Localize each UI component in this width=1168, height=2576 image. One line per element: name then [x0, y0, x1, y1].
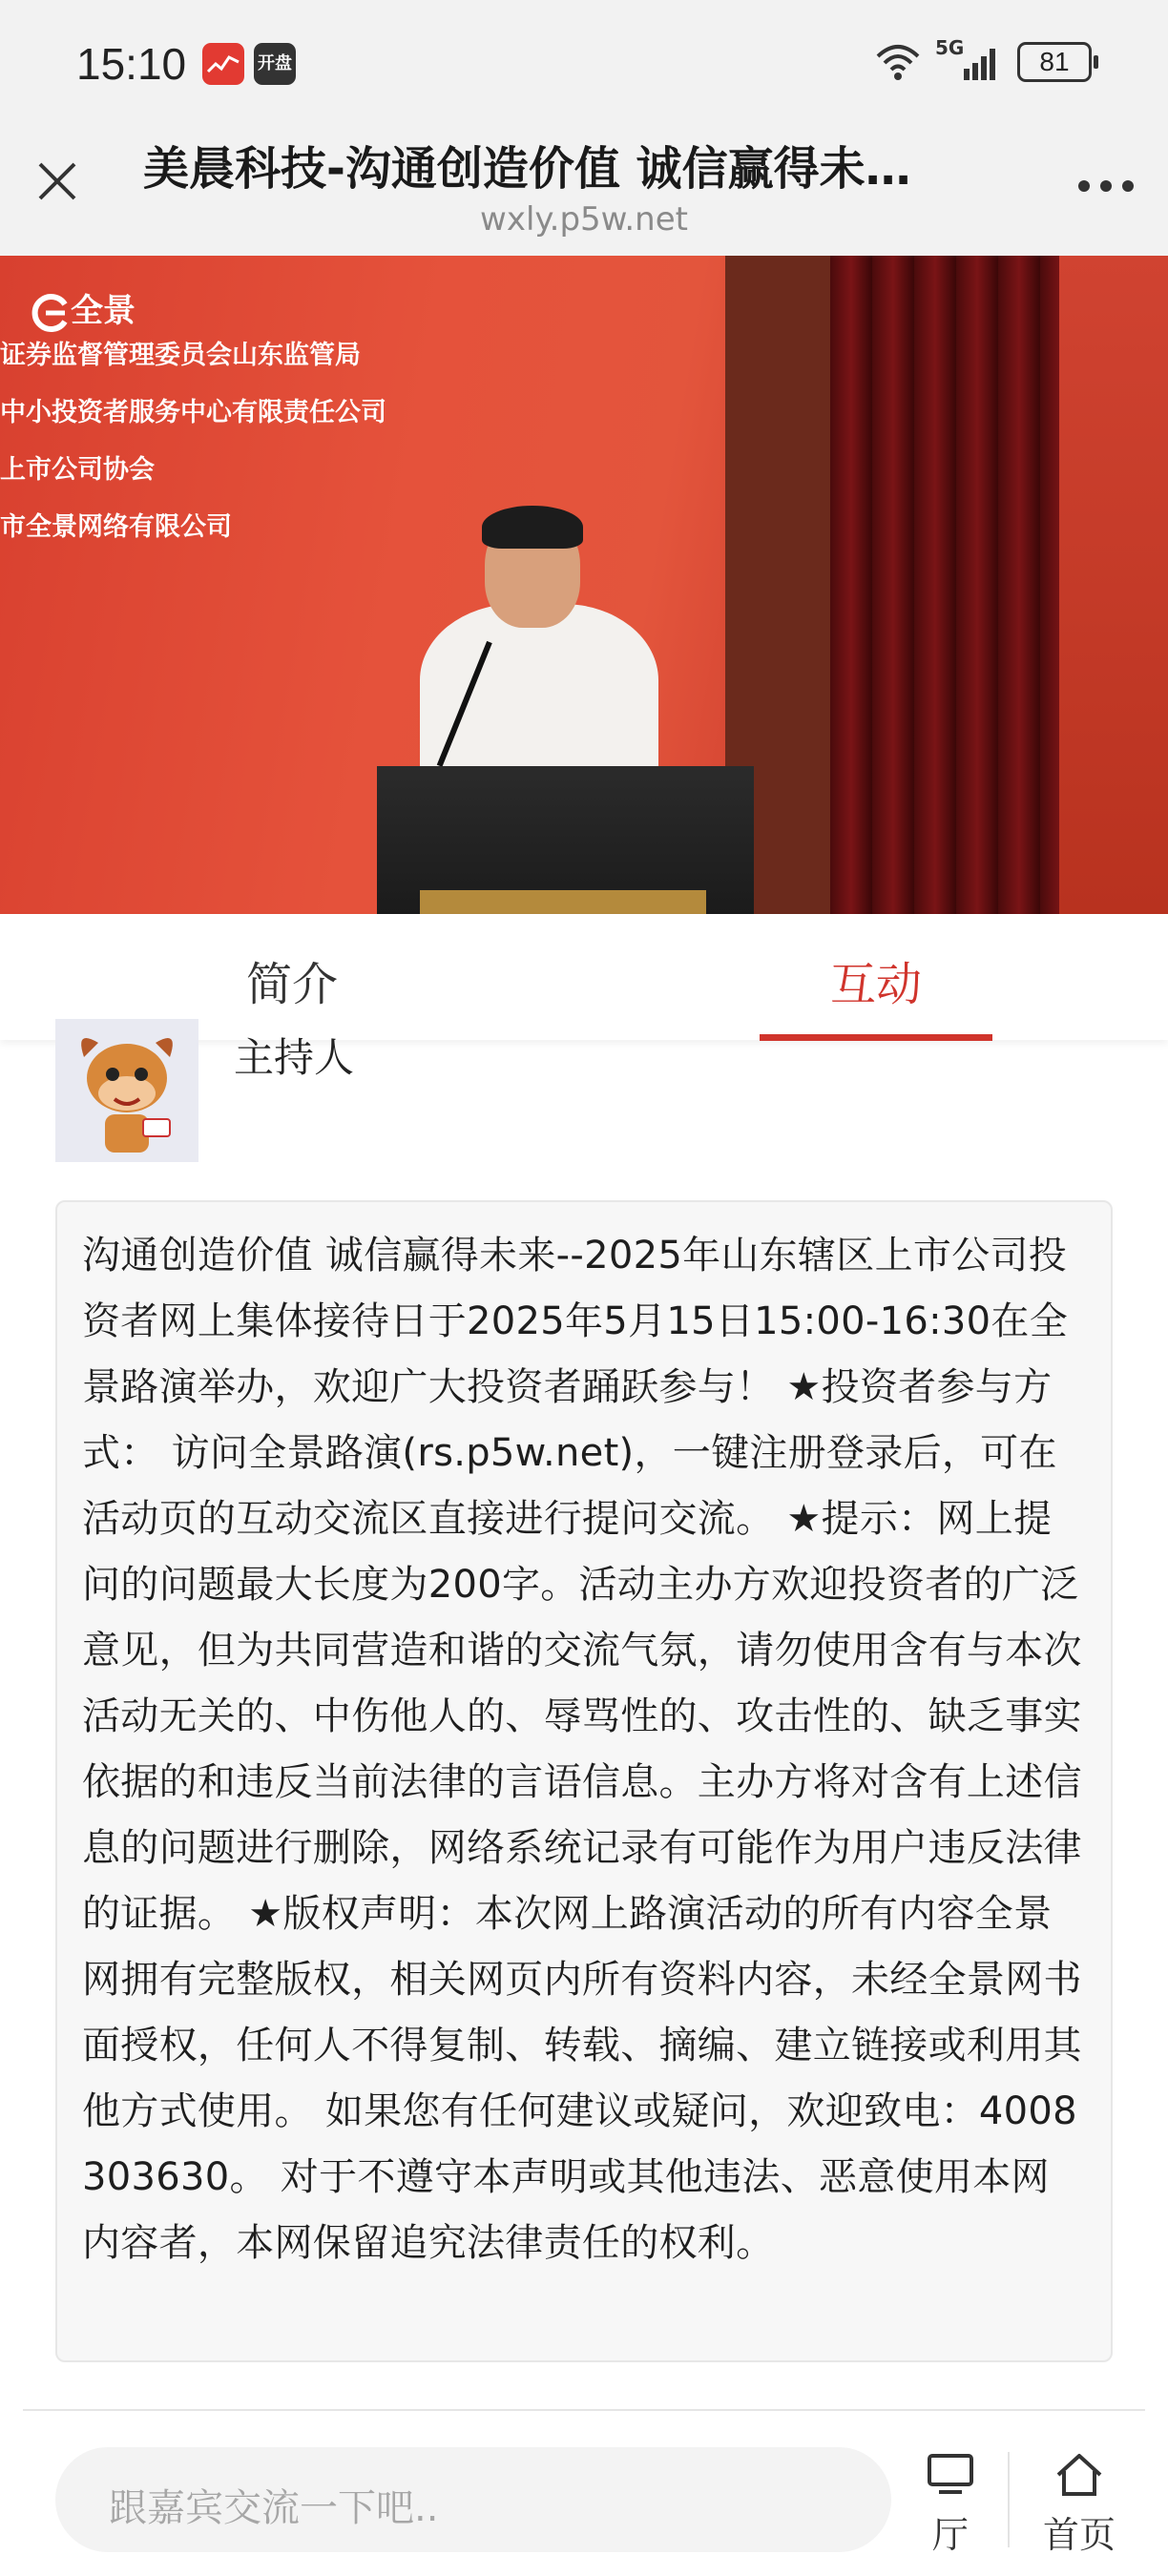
- hall-label: 厅: [931, 2514, 969, 2556]
- avatar: [55, 1019, 198, 1162]
- top-area: [0, 0, 1168, 256]
- video-org-line: 证券监督管理委员会山东监管局: [0, 341, 361, 370]
- video-player[interactable]: [0, 256, 1168, 914]
- tab-intro[interactable]: 简介: [246, 958, 339, 1011]
- mascot-avatar-icon: [55, 1019, 198, 1162]
- cellular-icon: [935, 36, 1004, 84]
- stock-app-icon: [202, 43, 244, 85]
- video-backdrop-right: [1059, 256, 1168, 914]
- chat-input-placeholder: 跟嘉宾交流一下吧..: [109, 2486, 439, 2530]
- video-logo: [27, 284, 136, 331]
- page-title: 美晨科技-沟通创造价值 诚信赢得未…: [143, 142, 911, 196]
- video-org-line: 上市公司协会: [0, 455, 155, 485]
- announcement-text: 沟通创造价值 诚信赢得未来--2025年山东辖区上市公司投资者网上集体接待日于2025年5月15日15:00-16:30在全景路演举办，欢迎广大投资者踊跃参与！ ★投资者参与方式： 访问全景路演(rs.p5w.net)，一键注册登录后，可在活动页的互动交流区直接进行提问交流。 ★提示：网上提问的问题最大长度为200字。活动主办方欢迎投资者的广泛意见，但为共同营造和谐的交流气氛，请勿使用含有与本次活动无关的、中伤他人的、辱骂性的、攻击性的、缺乏事实依据的和违反当前法律的言语信息。主办方将对含有上述信息的问题进行删除，网络系统记录有可能作为用户违反法律的证据。 ★版权声明：本次网上路演活动的所有内容全景网拥有完整版权，相关网页内所有资料内容，未经全景网书面授权，任何人不得复制、转载、摘编、建立链接或利用其他方式使用。 如果您有任何建议或疑问，欢迎致电：4008303630。 对于不遵守本声明或其他违法、恶意使用本网内容者，本网保留追究法律责任的权利。: [82, 1234, 1082, 2265]
- page-url: wxly.p5w.net: [480, 200, 688, 239]
- tab-interact[interactable]: 互动: [830, 958, 923, 1011]
- monitor-icon: [926, 2452, 975, 2498]
- divider: [23, 2409, 1145, 2411]
- battery-indicator: 81: [1017, 42, 1092, 82]
- active-tab-indicator: [760, 1034, 992, 1041]
- hall-button[interactable]: [916, 2452, 985, 2558]
- home-label: 首页: [1042, 2514, 1116, 2556]
- video-org-line: 中小投资者服务中心有限责任公司: [0, 398, 386, 427]
- host-name: 主持人: [234, 1034, 355, 1081]
- panorama-logo-icon: [27, 295, 71, 331]
- wifi-icon: [874, 41, 922, 83]
- speaker-hair: [482, 506, 583, 549]
- more-button[interactable]: [1073, 167, 1139, 205]
- podium-base: [420, 890, 706, 914]
- chat-input[interactable]: [55, 2447, 891, 2552]
- signal-label: 5G: [935, 36, 965, 59]
- bottom-separator: [1008, 2452, 1010, 2547]
- more-icon: [1073, 167, 1139, 205]
- open-market-app-icon: 开盘: [254, 43, 296, 85]
- home-button[interactable]: [1036, 2452, 1122, 2558]
- video-logo-text: 全景: [71, 292, 136, 330]
- video-curtain: [830, 256, 1059, 914]
- announcement-card: [55, 1200, 1113, 2362]
- video-org-line: 市全景网络有限公司: [0, 512, 232, 542]
- status-time: 15:10: [76, 39, 187, 89]
- status-bar: [0, 0, 1168, 134]
- status-right: [874, 38, 1092, 86]
- home-icon: [1053, 2452, 1106, 2498]
